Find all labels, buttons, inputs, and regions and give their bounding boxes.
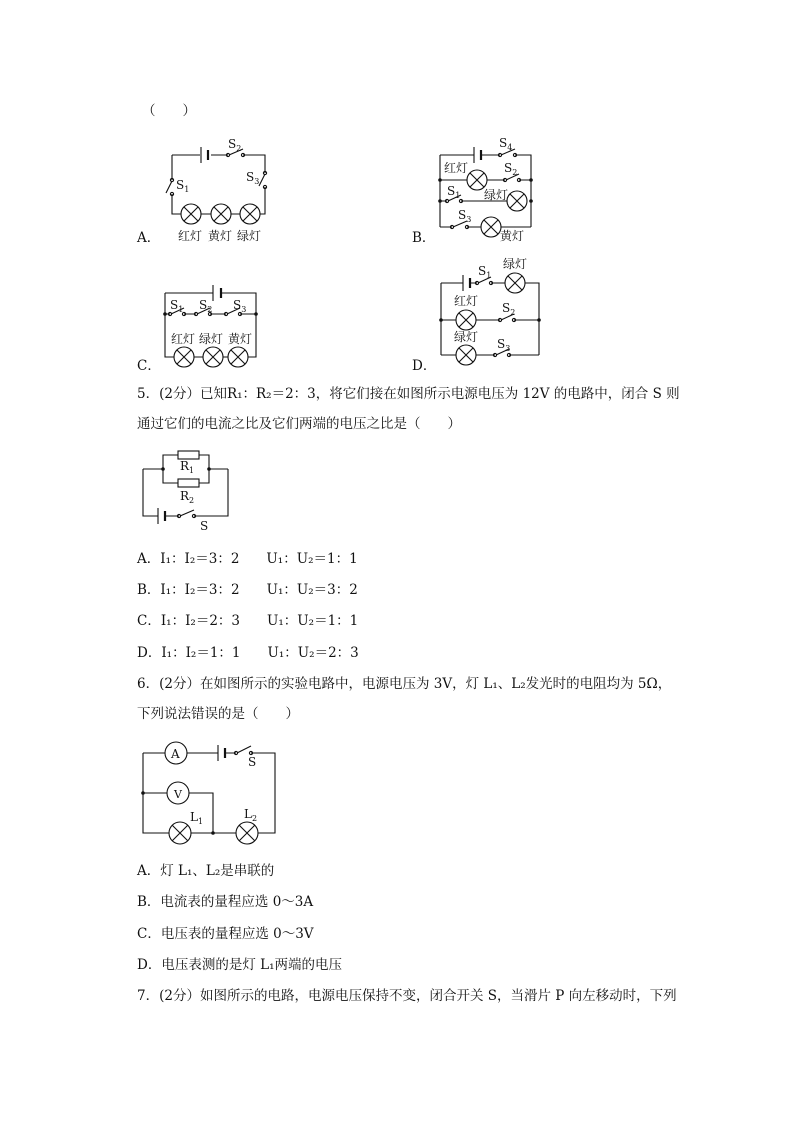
label-s2: $S_2$	[199, 298, 213, 314]
label-l2: $L_2$	[244, 807, 258, 823]
label-s4: $S_4$	[499, 136, 513, 152]
q6-option-b: B．电流表的量程应选 0～3A	[137, 894, 314, 910]
label-s3: $S_3$	[233, 298, 247, 314]
label-s3: $S_3$	[497, 337, 511, 353]
label-s2: $S_2$	[502, 301, 516, 317]
q7-stem-line1: 7．(2分）如图所示的电路，电源电压保持不变，闭合开关 S，当滑片 P 向左移动时，下列	[137, 988, 677, 1004]
q6-option-a: A．灯 L₁、L₂是串联的	[137, 863, 275, 879]
q5-stem-line2: 通过它们的电流之比及它们两端的电压之比是（ ）	[137, 416, 461, 432]
q5-option-a: A．I₁：I₂＝3：2 U₁：U₂＝1：1	[137, 551, 358, 567]
label-ammeter: A	[171, 747, 180, 761]
label-s: S	[200, 519, 209, 533]
switch-icon	[234, 746, 252, 755]
q4-option-d-letter: D．	[412, 358, 437, 374]
q6-stem-line1: 6．(2分）在如图所示的实验电路中，电源电压为 3V，灯 L₁、L₂发光时的电阻均为 5Ω，	[137, 676, 672, 692]
lamp-label: 绿灯	[454, 330, 479, 344]
label-s1: $S_1$	[478, 264, 492, 280]
label-s1: $S_1$	[170, 298, 184, 314]
label-s3: $S_3$	[246, 170, 260, 186]
q5-stem-line1: 5．(2分）已知R₁：R₂＝2：3，将它们接在如图所示电源电压为 12V 的电路中，闭合 S 则	[137, 386, 680, 402]
q6-stem-line2: 下列说法错误的是（ ）	[137, 706, 299, 722]
label-r2: $R_2$	[180, 489, 195, 505]
lamp-label: 红灯	[444, 161, 469, 175]
lamp-label: 黄灯	[500, 229, 525, 243]
lamp-label: 红灯	[171, 332, 196, 346]
battery-icon	[218, 745, 225, 761]
label-r1: $R_1$	[180, 459, 195, 475]
lamp-icon	[169, 822, 191, 844]
label-s2: $S_2$	[228, 137, 242, 153]
label-l1: $L_1$	[190, 810, 204, 826]
q4-option-a-letter: A．	[137, 230, 161, 246]
label-s: S	[248, 755, 257, 769]
q5-option-b: B．I₁：I₂＝3：2 U₁：U₂＝3：2	[137, 582, 358, 598]
label-s2: $S_2$	[504, 161, 518, 177]
lamp-label: 黄灯	[228, 332, 253, 346]
lamp-icon	[236, 822, 258, 844]
lamp-label: 绿灯	[237, 229, 262, 243]
q4-option-b-letter: B．	[412, 230, 436, 246]
q6-option-d: D．电压表测的是灯 L₁两端的电压	[137, 957, 342, 973]
lamp-label: 绿灯	[484, 188, 509, 202]
label-s1: $S_1$	[447, 184, 461, 200]
lamp-label: 黄灯	[208, 229, 233, 243]
q4-option-c-letter: C．	[137, 358, 161, 374]
q5-option-c: C．I₁：I₂＝2：3 U₁：U₂＝1：1	[137, 613, 359, 629]
lamp-label: 红灯	[454, 294, 479, 308]
lamp-label: 绿灯	[199, 332, 224, 346]
label-voltmeter: V	[174, 788, 182, 801]
label-s1: $S_1$	[176, 178, 190, 194]
q5-option-d: D．I₁：I₂＝1：1 U₁：U₂＝2：3	[137, 645, 359, 661]
lamp-label: 绿灯	[503, 257, 528, 271]
q4-stem-tail: （ ）	[142, 103, 196, 119]
q6-option-c: C．电压表的量程应选 0～3V	[137, 926, 314, 942]
label-s3: $S_3$	[458, 208, 472, 224]
lamp-label: 红灯	[178, 229, 203, 243]
